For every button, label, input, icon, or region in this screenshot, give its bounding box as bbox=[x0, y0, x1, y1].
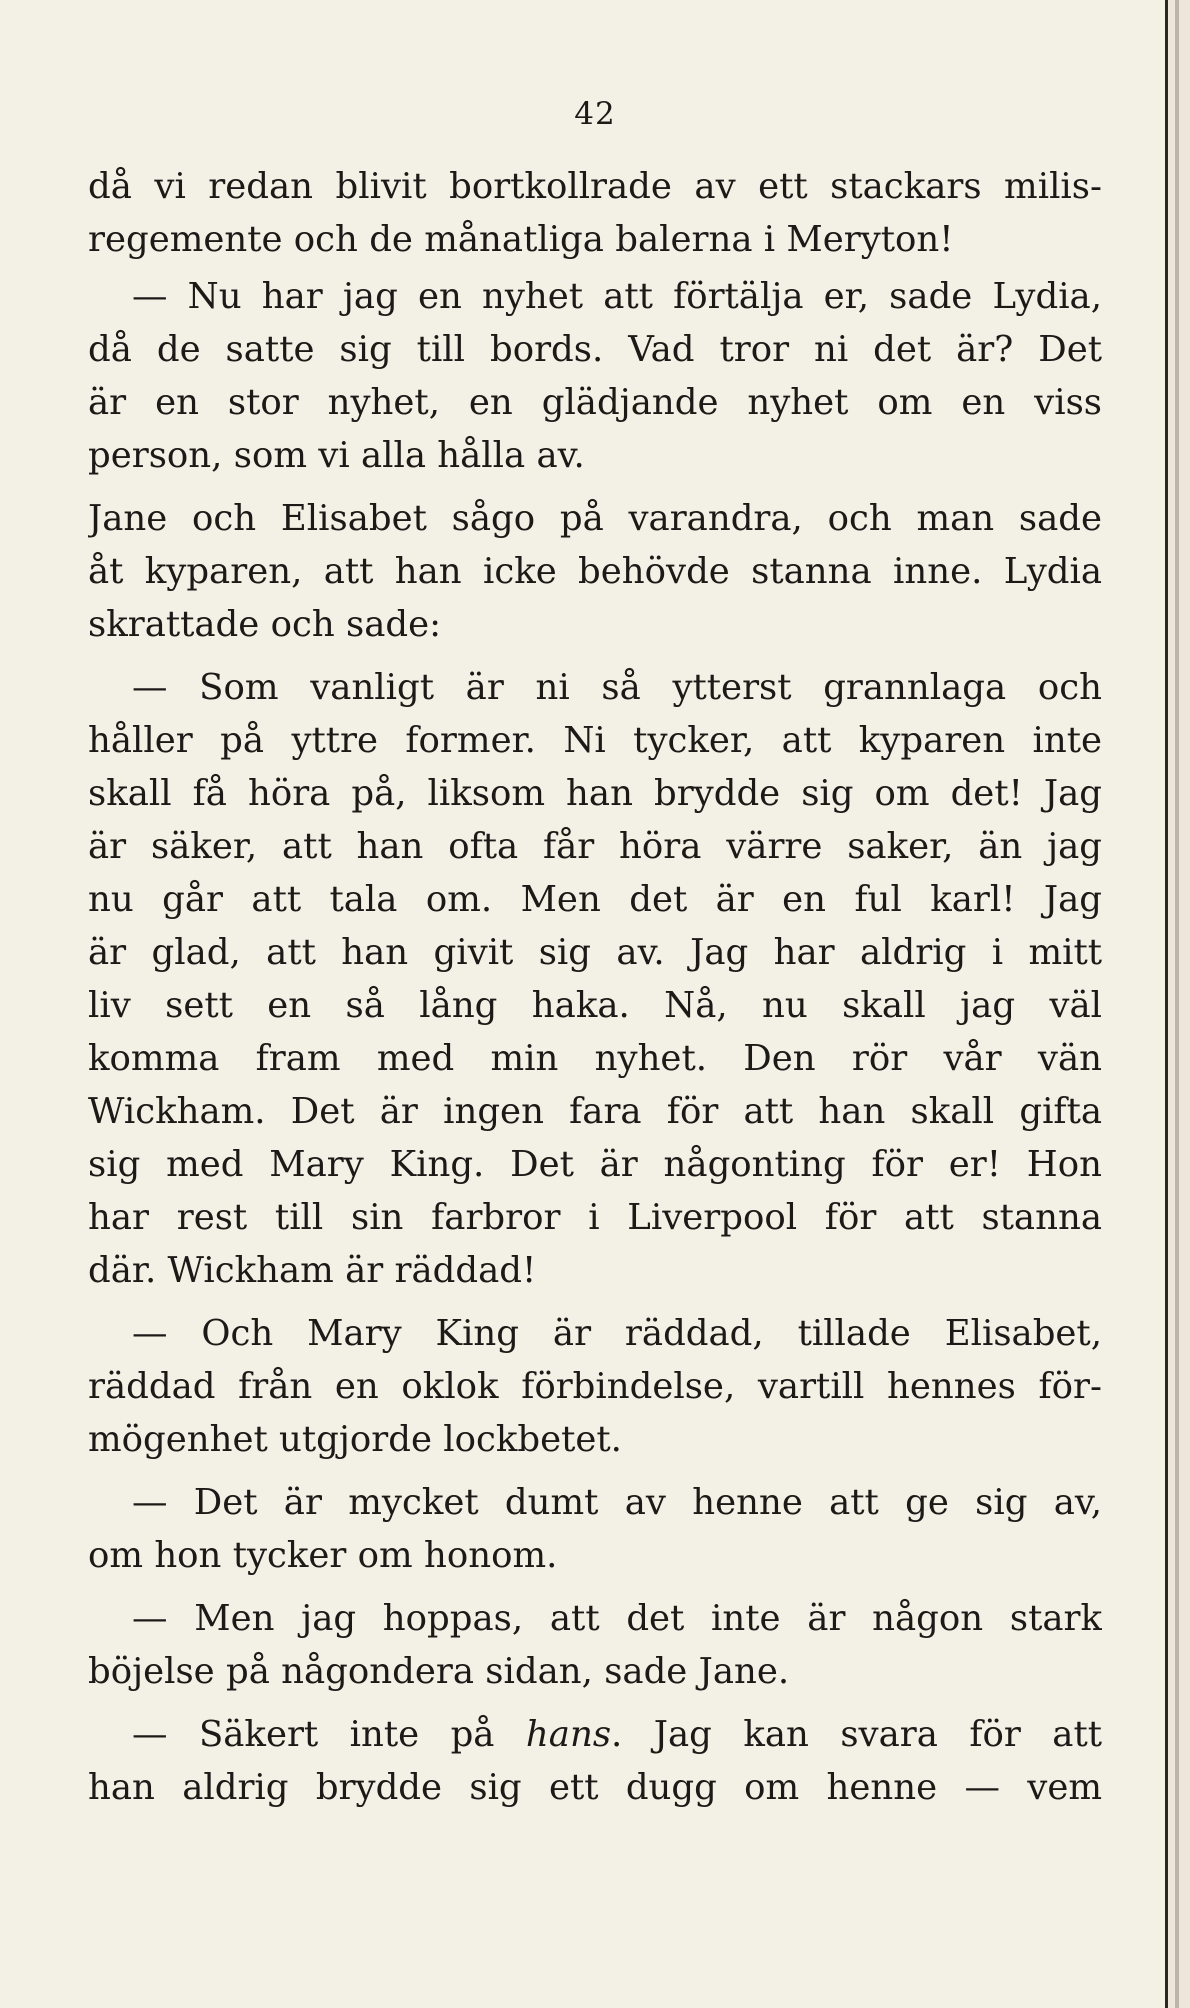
text-line: Wickham. Det är ingen fara för att han skall gifta bbox=[88, 1091, 1102, 1132]
text-line: — Men jag hoppas, att det inte är någon stark bbox=[132, 1598, 1102, 1639]
paragraph bbox=[88, 1592, 1102, 1698]
text-line: om hon tycker om honom. bbox=[88, 1535, 558, 1576]
page-edge bbox=[1165, 0, 1190, 2008]
text-line: mögenhet utgjorde lockbetet. bbox=[88, 1419, 622, 1460]
body-text bbox=[88, 160, 1102, 1814]
text-line: Jane och Elisabet sågo på varandra, och man sade bbox=[88, 498, 1102, 539]
text-line: räddad från en oklok förbindelse, vartill hennes för- bbox=[88, 1366, 1102, 1407]
text-line: — Och Mary King är räddad, tillade Elisabet, bbox=[132, 1313, 1102, 1354]
text-line: är glad, att han givit sig av. Jag har aldrig i mitt bbox=[88, 932, 1102, 973]
text-line: liv sett en så lång haka. Nå, nu skall jag väl bbox=[88, 985, 1102, 1026]
text-line: skall få höra på, liksom han brydde sig om det! Jag bbox=[88, 773, 1102, 814]
text-line: är en stor nyhet, en glädjande nyhet om en viss bbox=[88, 382, 1102, 423]
text-segment: — Säkert inte på bbox=[132, 1714, 526, 1755]
text-line: då vi redan blivit bortkollrade av ett stackars milis- bbox=[88, 166, 1102, 207]
paragraph bbox=[88, 1307, 1102, 1466]
text-line: komma fram med min nyhet. Den rör vår vän bbox=[88, 1038, 1102, 1079]
text-line: är säker, att han ofta får höra värre saker, än jag bbox=[88, 826, 1102, 867]
text-line: regemente och de månatliga balerna i Meryton! bbox=[88, 219, 954, 260]
text-line: han aldrig brydde sig ett dugg om henne — vem bbox=[88, 1767, 1102, 1808]
text-line: — Som vanligt är ni så ytterst grannlaga och bbox=[132, 667, 1102, 708]
paragraph bbox=[88, 492, 1102, 651]
text-line: där. Wickham är räddad! bbox=[88, 1250, 537, 1291]
text-line: då de satte sig till bords. Vad tror ni det är? Det bbox=[88, 329, 1102, 370]
text-line: skrattade och sade: bbox=[88, 604, 442, 645]
paragraph bbox=[88, 270, 1102, 482]
text-line-with-italic bbox=[88, 1708, 1102, 1761]
paragraph bbox=[88, 661, 1102, 1297]
text-segment: . Jag kan svara för att bbox=[611, 1714, 1102, 1755]
text-line: böjelse på någondera sidan, sade Jane. bbox=[88, 1651, 790, 1692]
text-line: — Nu har jag en nyhet att förtälja er, sade Lydia, bbox=[132, 276, 1102, 317]
text-line: har rest till sin farbror i Liverpool för att stanna bbox=[88, 1197, 1102, 1238]
text-line: åt kyparen, att han icke behövde stanna inne. Lydia bbox=[88, 551, 1102, 592]
text-line: person, som vi alla hålla av. bbox=[88, 435, 585, 476]
page-number: 42 bbox=[574, 96, 616, 132]
paragraph bbox=[88, 1708, 1102, 1814]
text-line: — Det är mycket dumt av henne att ge sig av, bbox=[132, 1482, 1102, 1523]
paragraph bbox=[88, 160, 1102, 266]
text-line: håller på yttre former. Ni tycker, att kyparen inte bbox=[88, 720, 1102, 761]
text-line: nu går att tala om. Men det är en ful karl! Jag bbox=[88, 879, 1102, 920]
italic-word: hans bbox=[525, 1714, 612, 1755]
text-line: sig med Mary King. Det är någonting för er! Hon bbox=[88, 1144, 1102, 1185]
paragraph bbox=[88, 1476, 1102, 1582]
